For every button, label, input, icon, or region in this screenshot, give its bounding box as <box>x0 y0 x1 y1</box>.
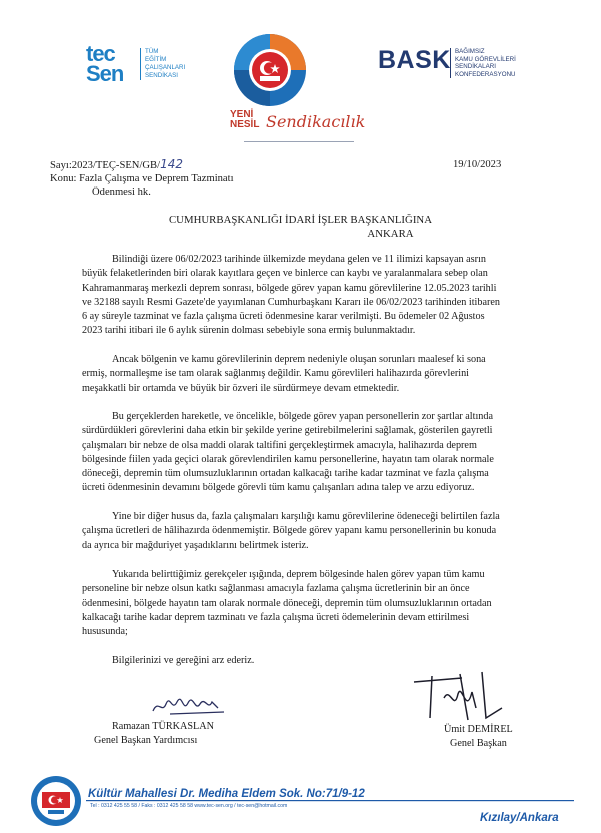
paragraph-line: çalışmaları bir nebze de olsa maddi olarak taltifini gerçekleştirmek amacıyla, halihazırda deprem <box>82 439 477 451</box>
tecsen-logo-subtitle <box>140 48 185 80</box>
tecsen-logo-bottom: Sen <box>86 61 124 86</box>
paragraph-line: Yukarıda belirttiğimiz gerekçeler ışığında, deprem bölgesinde halen görev yapan tüm kamu <box>112 569 485 580</box>
paragraph-5 <box>82 568 516 639</box>
slogan-yeni-nesil-sendikacilik <box>230 110 380 150</box>
footer-address-block <box>86 788 574 814</box>
footer-rule <box>86 800 574 802</box>
paragraph-line: Ancak bölgenin ve kamu görevlilerinin deprem nedeniyle oluşan sorunları maalesef ki sona <box>112 354 486 365</box>
paragraph-line: hususunda; <box>82 626 128 638</box>
footer-seal-logo <box>30 775 82 827</box>
paragraph-line: personeline bir nebze olsun katkı sağlanması amacıyla fazlama çalışma ücretlerinin bir an önce <box>82 583 470 595</box>
tecsen-sub-line: TÜM <box>145 48 159 55</box>
footer-address: Kültür Mahallesi Dr. Mediha Eldem Sok. No:71/9-12 <box>88 788 365 800</box>
paragraph-2 <box>82 353 516 396</box>
recipient-line-1: CUMHURBAŞKANLIĞI İDARİ İŞLER BAŞKANLIĞINA <box>168 214 433 226</box>
tecsen-sub-line: SENDİKASI <box>145 72 179 79</box>
footer-city: Kızılay/Ankara <box>480 812 559 824</box>
paragraph-line: sürdürdükleri görevlerini daha etkin bir şekilde yerine getirebilmelerini sağlamak, gösterilen gayretli <box>82 425 493 437</box>
bask-logo-text: BASK <box>378 46 451 74</box>
paragraph-line: 6 ay süreyle tazminat ve fazla çalışma ücreti ödenmesine karar verilmişti. Bu ödemeler 02 Ağustos <box>82 311 485 323</box>
tecsen-logo-top: tec <box>86 41 115 66</box>
paragraph-line: meşakkatli bir ortamda ve büyük bir özveri ile sürdürmeye devam etmektedir. <box>82 382 400 394</box>
closing-line: Bilgilerinizi ve gereğini arz ederiz. <box>112 655 255 666</box>
paragraph-line: Yine bir diğer husus da, fazla çalışmaları karşılığı kamu görevlilerine ödeneceği belirtilen fazla <box>112 511 500 522</box>
tecsen-logo <box>86 41 236 92</box>
paragraph-line: bölgesinde fiilen yada geçici olarak görevlendirilen kamu personellerine, hayatın tam olarak normale <box>82 453 494 465</box>
paragraph-line: ermiş, normalleşme ise tam olarak sağlanmış değildir. Kamu görevlileri halihazırda görevlerini <box>82 368 470 380</box>
paragraph-line: ödenmesini, bölgede hayatın tam olarak normale döneceği, depremin tüm olumsuzluklarının ortadan <box>82 597 492 609</box>
bask-logo-subtitle <box>450 48 516 78</box>
recipient-line-2: ANKARA <box>367 228 414 240</box>
document-date: 19/10/2023 <box>453 159 502 170</box>
paragraph-line: kalkacağı tarihe kadar deprem tazminatı ve fazla çalışma ücreti ödemelerinin devam ettirilmesi <box>82 611 470 623</box>
slogan-word-nesil: NESİL <box>230 119 260 130</box>
slogan-underline <box>244 140 354 143</box>
slogan-word-yeni: YENİ <box>230 109 254 120</box>
left-signatory-name: Ramazan TÜRKASLAN <box>112 721 214 732</box>
paragraph-line: Bilindiği üzere 06/02/2023 tarihinde ülkemizde meydana gelen ve 11 ilimizi kapsayan asrın <box>112 254 486 265</box>
paragraph-line: da ayrıca bir mağduriyet yaşadıklarını belirtmek isteriz. <box>82 539 309 551</box>
closing-paragraph <box>82 654 516 668</box>
tecsen-sub-line: EĞİTİM <box>145 56 167 63</box>
bask-sub-line: BAĞIMSIZ <box>455 48 485 55</box>
left-signature-scribble <box>150 694 228 718</box>
paragraph-line: Kahramanmaraş merkezli deprem sonrası, bölgede görev yapan kamu görevlilerine 12.05.2023 tarihli <box>82 282 497 294</box>
document-number-label: Sayı:2023/TEÇ-SEN/GB/ <box>50 160 161 171</box>
paragraph-line: Bu gerçeklerden hareketle, ve öncelikle, bölgede görev yapan personellerin zor şartlar altında <box>112 411 494 422</box>
document-number-handwritten: 142 <box>160 157 183 171</box>
subject-line-1: Konu: Fazla Çalışma ve Deprem Tazminatı <box>50 173 234 184</box>
footer-contact: Tel : 0312 425 55 58 / Faks : 0312 425 58 58 www.tec-sen.org / tec-sen@hotmail.com <box>90 803 288 809</box>
tecsen-sub-line: ÇALIŞANLARI <box>145 64 186 71</box>
paragraph-line: döneceği, depremin tüm olumsuzluklarının ortadan kalkacağı tarihe kadar tazminat ve fazla çalışma <box>82 468 489 480</box>
right-signature-scribble <box>402 668 512 726</box>
slogan-script: Sendikacılık <box>266 112 366 131</box>
paragraph-line: 2023 tarihi itibari ile 6 aylık sürenin dolması sebebiyle sona ermiş bulunmaktadır. <box>82 325 416 337</box>
document-number <box>50 158 183 172</box>
bask-sub-line: KONFEDERASYONU <box>455 70 516 78</box>
paragraph-line: ücreti ödenmesinin devamını bölgede görevli tüm kamu çalışanları adına talep ve arzu ediyoruz. <box>82 482 475 494</box>
subject-line-2: Ödenmesi hk. <box>92 187 151 198</box>
tecsen-logo-mark <box>86 41 124 86</box>
paragraph-4 <box>82 510 516 553</box>
bask-sub-line: SENDİKALARI <box>455 63 496 70</box>
left-signatory-title: Genel Başkan Yardımcısı <box>94 735 198 746</box>
paragraph-3 <box>82 410 516 496</box>
union-emblem-logo <box>232 32 308 108</box>
right-signatory-name: Ümit DEMİREL <box>444 724 513 735</box>
paragraph-1 <box>82 253 516 339</box>
paragraph-line: ve 32188 sayılı Resmi Gazete'de yayımlanan Cumhurbaşkanı Kararı ile 06/02/2023 tarihinden itibaren <box>82 296 500 308</box>
paragraph-line: çalışma ücretleri de hâlihazırda ödenmemiştir. Bölgede görev yapanı kamu personellerinin bu konuda <box>82 525 497 537</box>
bask-logo <box>378 46 538 76</box>
right-signatory-title: Genel Başkan <box>450 738 507 749</box>
paragraph-line: büyük felaketlerinden biri olarak kayıtlara geçen ve binlerce can kaybı ve yaralanmalara sebep olan <box>82 268 488 280</box>
bask-sub-line: KAMU GÖREVLİLERİ <box>455 55 516 63</box>
